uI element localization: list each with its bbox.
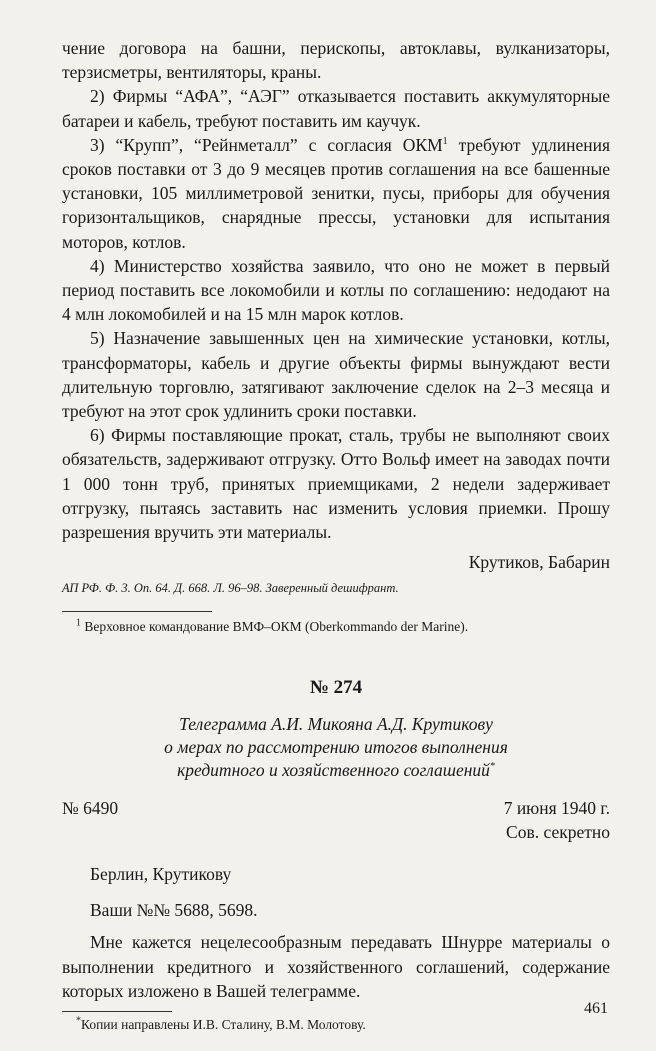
reference-numbers: Ваши №№ 5688, 5698. (90, 900, 258, 921)
addressee: Берлин, Крутикову (90, 864, 232, 885)
document-title-line-2: о мерах по рассмотрению итогов выполнения (164, 736, 508, 757)
document-number: № 274 (309, 677, 363, 699)
document-title (62, 713, 610, 782)
point-5: 5) Назначение завышенных цен на химические установки, котлы, трансформаторы, кабель и другие объекты фирмы вынуждают вести длительную торговлю, затягивают заключение сделок на 2–3 месяца и требуют на этот срок удлинить сроки поставки. (62, 328, 610, 422)
document-title-line-1: Телеграмма А.И. Микояна А.Д. Крутикову (179, 713, 493, 734)
point-3-before: 3) “Крупп”, “Рейнметалл” с согласия ОКМ (90, 134, 443, 155)
document-title-line-3: кредитного и хозяйственного соглашений (177, 759, 490, 780)
footnote-ref-star: * (489, 760, 495, 772)
telegram-number: № 6490 (62, 797, 119, 818)
point-6: 6) Фирмы поставляющие прокат, сталь, трубы не выполняют своих обязательств, задерживают отгрузку. Отто Вольф имеет на заводах почти 1 000 тонн труб, принятых приемщиками, 2 недели задерживает отгрузку, пытаясь заставить нас изменить условия приемки. Прошу разрешения вручить эти материалы. (62, 425, 610, 543)
body-text (62, 36, 610, 1034)
footnote-2 (62, 1016, 610, 1034)
point-3-after: требуют удлинения сроков поставки от 3 до 9 месяцев против соглашения на все башенные установки, 105 миллиметровой зенитки, пусы, приборы для обучения горизонтальщиков, снарядные прессы, установки для испытания моторов, котлов. (62, 134, 610, 252)
footnote-2-mark: * (76, 1015, 81, 1027)
footnote-1 (62, 618, 610, 636)
page-number: 461 (584, 1000, 608, 1017)
point-2: 2) Фирмы “АФА”, “АЭГ” отказывается поставить аккумуляторные батареи и кабель, требуют поставить им каучук. (62, 86, 610, 131)
archive-reference: АП РФ. Ф. 3. Оп. 64. Д. 668. Л. 96–98. Заверенный дешифрант. (62, 581, 399, 596)
footnote-divider-2 (62, 1011, 172, 1012)
footnote-divider (62, 611, 212, 612)
footnote-1-mark: 1 (76, 617, 81, 629)
signature: Крутиков, Бабарин (468, 552, 610, 573)
point-4: 4) Министерство хозяйства заявило, что оно не может в первый период поставить все локомобили и котлы по соглашению: недодают на 4 млн локомобилей и на 15 млн марок котлов. (62, 255, 610, 325)
classification: Сов. секретно (506, 821, 610, 842)
continuation-paragraph: чение договора на башни, перископы, автоклавы, вулканизаторы, терзисметры, вентиляторы, краны. (62, 38, 610, 83)
footnote-1-text: Верховное командование ВМФ–ОКМ (Oberkommando der Marine). (81, 619, 469, 635)
footnote-2-text: Копии направлены И.В. Сталину, В.М. Молотову. (81, 1017, 366, 1033)
telegram-header-row (62, 796, 610, 820)
telegram-date: 7 июня 1940 г. (503, 797, 610, 818)
point-3 (62, 133, 610, 254)
telegram-message: Мне кажется нецелесообразным передавать Шнурре материалы о выполнении кредитного и хозяйственного соглашений, содержание которых изложено в Вашей телеграмме. (62, 932, 610, 1001)
footnote-ref-1: 1 (442, 135, 448, 147)
